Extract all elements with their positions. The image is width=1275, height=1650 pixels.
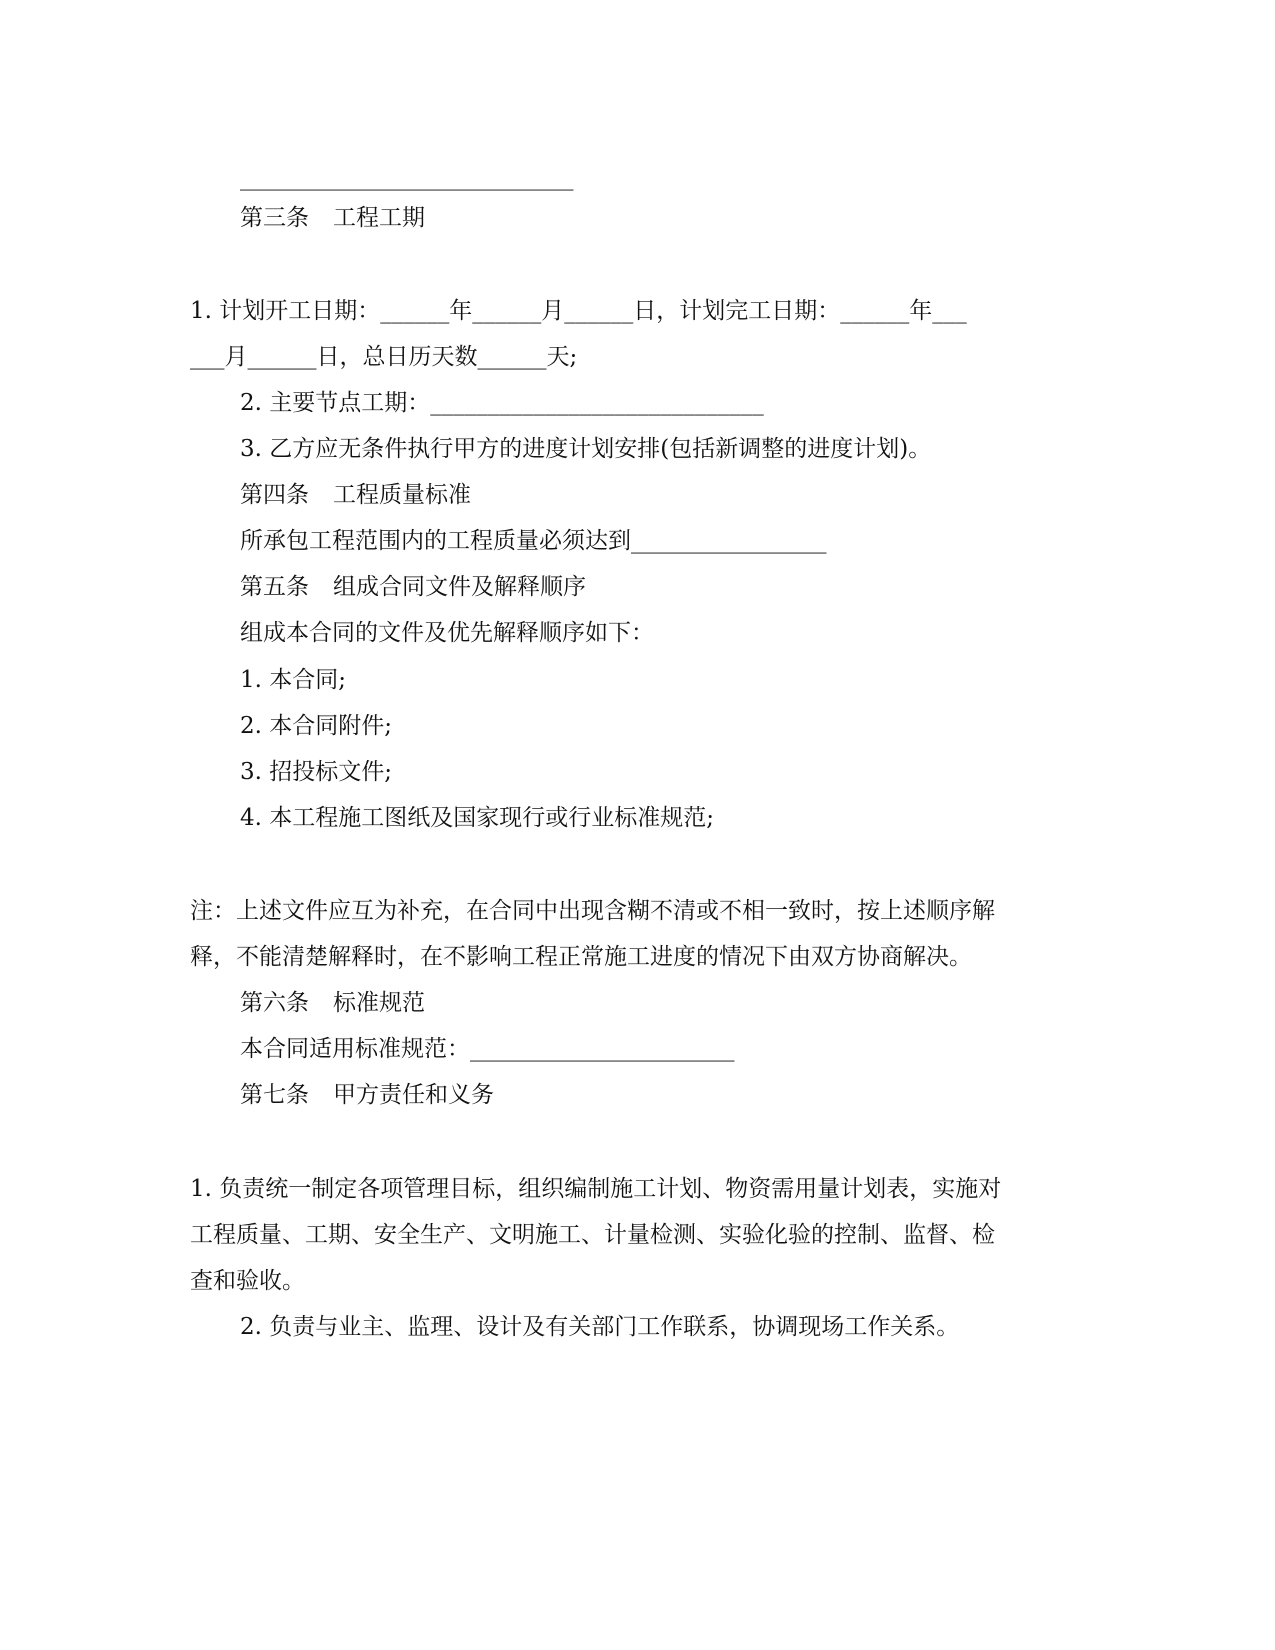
note-line-1: 注：上述文件应互为补充，在合同中出现含糊不清或不相一致时，按上述顺序解 xyxy=(190,898,995,924)
article-3-heading xyxy=(240,203,425,233)
list-item: 3. 招投标文件; xyxy=(240,759,393,785)
article-5-heading xyxy=(240,572,586,602)
article-number: 第五条 xyxy=(240,574,309,600)
duty-1-line-3: 查和验收。 xyxy=(190,1268,305,1294)
list-item: 2. 本合同附件; xyxy=(240,713,393,739)
article-title: 甲方责任和义务 xyxy=(333,1082,494,1108)
article-4-heading xyxy=(240,480,471,510)
article-number: 第四条 xyxy=(240,482,309,508)
schedule-dates-line-2: ___月______日，总日历天数______天; xyxy=(190,344,578,370)
blank-line: _____________________________ xyxy=(240,165,574,191)
article-title: 组成合同文件及解释顺序 xyxy=(333,574,586,600)
quality-standard: 所承包工程范围内的工程质量必须达到_________________ xyxy=(240,528,827,554)
article-number: 第三条 xyxy=(240,205,309,231)
documents-intro: 组成本合同的文件及优先解释顺序如下： xyxy=(240,620,654,646)
note-line-2: 释，不能清楚解释时，在不影响工程正常施工进度的情况下由双方协商解决。 xyxy=(190,944,972,970)
schedule-compliance: 3. 乙方应无条件执行甲方的进度计划安排(包括新调整的进度计划)。 xyxy=(240,436,932,462)
article-number: 第六条 xyxy=(240,990,309,1016)
duty-2: 2. 负责与业主、监理、设计及有关部门工作联系，协调现场工作关系。 xyxy=(240,1314,960,1340)
list-item: 1. 本合同; xyxy=(240,667,347,693)
article-title: 标准规范 xyxy=(333,990,425,1016)
article-7-heading xyxy=(240,1080,494,1110)
applicable-standards: 本合同适用标准规范：_______________________ xyxy=(240,1036,735,1062)
milestone-schedule: 2. 主要节点工期：_____________________________ xyxy=(240,390,764,416)
duty-1-line-1: 1. 负责统一制定各项管理目标，组织编制施工计划、物资需用量计划表，实施对 xyxy=(190,1176,1002,1202)
list-item: 4. 本工程施工图纸及国家现行或行业标准规范; xyxy=(240,805,715,831)
article-number: 第七条 xyxy=(240,1082,309,1108)
article-title: 工程质量标准 xyxy=(333,482,471,508)
duty-1-line-2: 工程质量、工期、安全生产、文明施工、计量检测、实验化验的控制、监督、检 xyxy=(190,1222,995,1248)
schedule-dates-line-1: 1. 计划开工日期：______年______月______日，计划完工日期：______年___ xyxy=(190,298,967,324)
article-6-heading xyxy=(240,988,425,1018)
article-title: 工程工期 xyxy=(333,205,425,231)
